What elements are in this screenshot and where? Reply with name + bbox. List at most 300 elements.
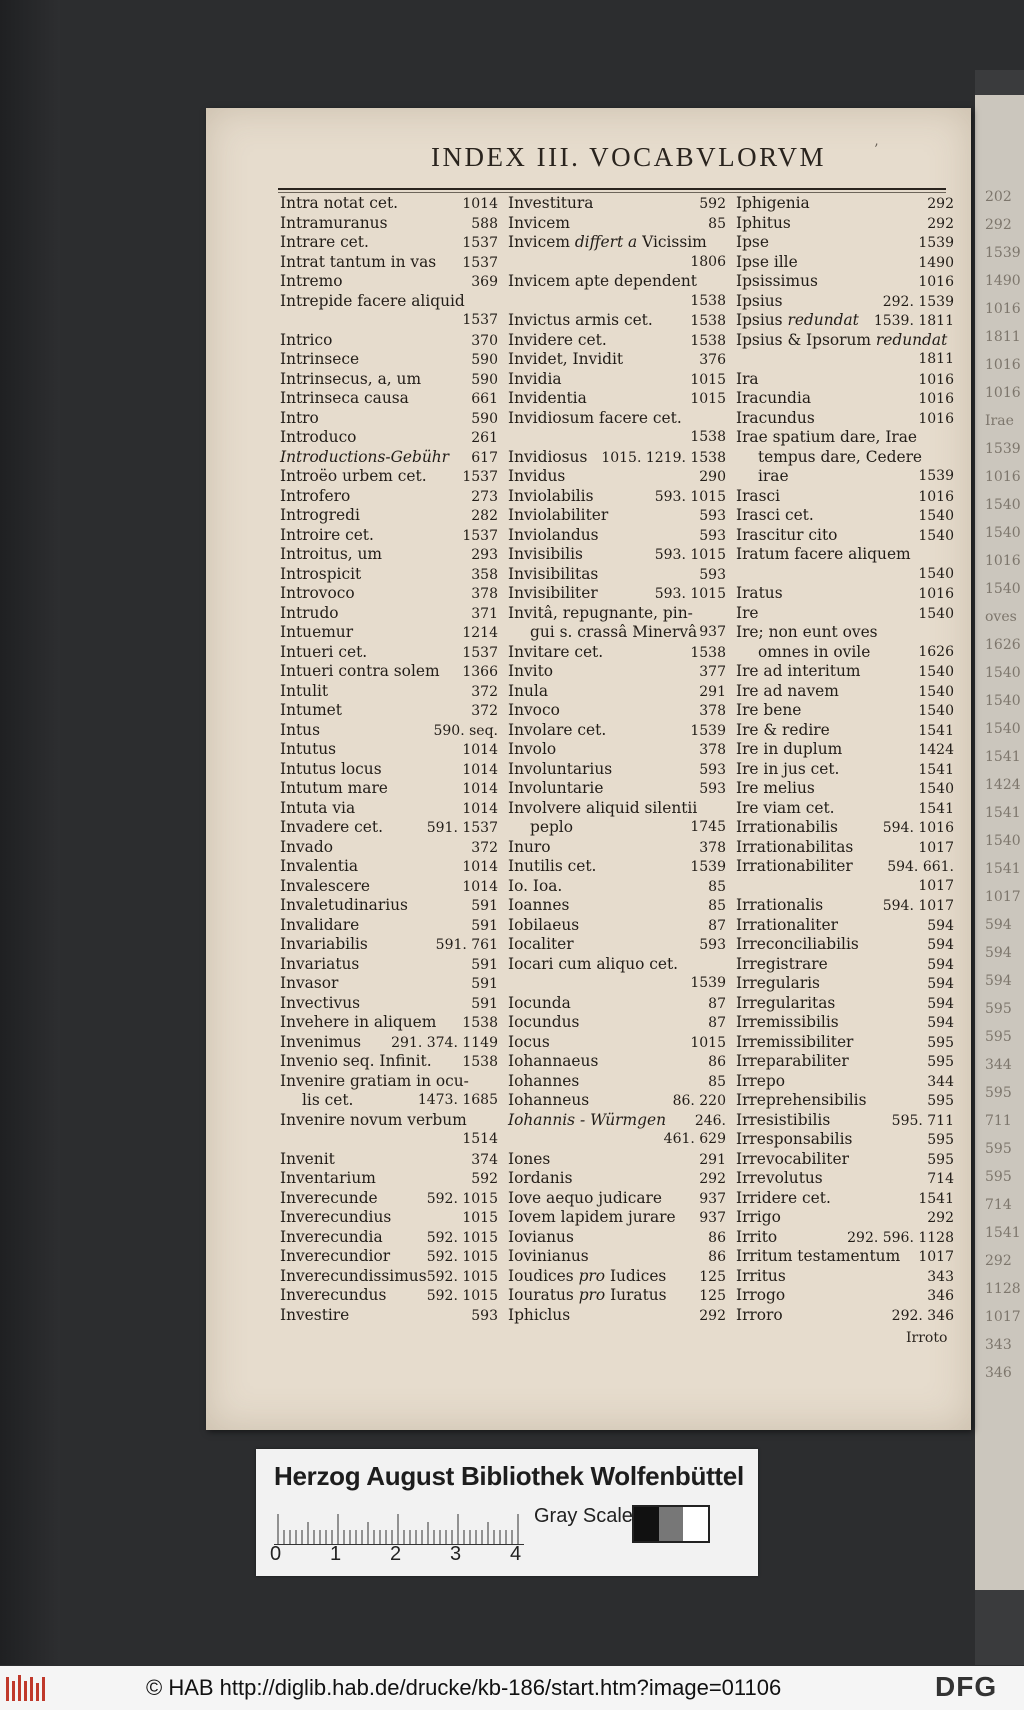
page-reference: 1014 — [462, 742, 498, 758]
viewer-footer — [0, 1666, 1024, 1710]
index-entry — [736, 584, 954, 604]
index-term: Introfero — [280, 486, 351, 505]
page-reference: 1015. 1219. 1538 — [601, 449, 726, 466]
index-term: Iones — [508, 1149, 551, 1168]
index-term: Introspicit — [280, 564, 362, 583]
page-reference: 372 — [471, 839, 498, 856]
index-term: Invitâ, repugnante, pin- — [508, 603, 693, 622]
page-reference: 594 — [927, 917, 954, 934]
index-entry — [736, 1091, 954, 1111]
page-reference: 85 — [708, 215, 726, 232]
gray-scale-label: Gray Scale — [534, 1505, 633, 1527]
index-term: Iobilaeus — [508, 915, 580, 934]
index-entry — [280, 818, 498, 838]
adjacent-page-fragment: 1541 — [985, 805, 1021, 821]
adjacent-page-fragment: 202 — [985, 189, 1012, 205]
index-entry — [736, 448, 954, 468]
dfg-logo: DFG — [935, 1671, 998, 1702]
page-reference: 378 — [471, 586, 498, 602]
page-reference: 1015 — [462, 1210, 498, 1226]
index-entry — [736, 1072, 954, 1092]
index-entry — [280, 662, 498, 682]
index-term: Irreprehensibilis — [736, 1091, 867, 1109]
index-entry — [280, 838, 498, 858]
index-entry-continuation — [508, 253, 726, 273]
index-entry — [280, 1286, 498, 1306]
page-reference: 86 — [708, 1229, 726, 1246]
page-reference: 1015 — [690, 391, 726, 407]
index-term: Irrationalis — [736, 896, 824, 914]
index-term: Inverecunde — [280, 1188, 378, 1207]
index-entry — [736, 623, 954, 643]
index-entry — [508, 643, 726, 663]
page-reference: 291 — [699, 683, 726, 700]
index-entry — [508, 857, 726, 877]
index-term: Irrationaliter — [736, 915, 838, 934]
page-reference: 1540 — [918, 527, 954, 544]
index-entry — [736, 506, 954, 526]
index-entry — [508, 1091, 726, 1111]
page-reference: 592. 1015 — [426, 1268, 498, 1285]
header-mark: ’ — [874, 142, 879, 158]
index-term: Irremissibilis — [736, 1013, 839, 1031]
index-entry — [508, 1013, 726, 1033]
index-term: Invidentia — [508, 389, 587, 407]
index-entry — [508, 1306, 726, 1326]
page-reference: 594 — [927, 976, 954, 992]
index-term: Iohanneus — [508, 1091, 590, 1109]
page-reference: 246. — [694, 1112, 726, 1129]
index-entry — [508, 545, 726, 565]
page-reference: 595 — [927, 1093, 954, 1109]
index-term: Ipsius & Ipsorum redundat — [736, 330, 948, 349]
index-term: Intrinseca causa — [280, 389, 409, 407]
index-term: Iovinianus — [508, 1247, 589, 1265]
index-term: Invalescere — [280, 876, 370, 895]
page-reference: 1540 — [918, 703, 954, 719]
index-entry — [736, 760, 954, 780]
index-entry — [280, 1111, 498, 1131]
library-color-card — [256, 1449, 758, 1576]
index-term: Intuta via — [280, 798, 356, 817]
adjacent-page-fragment: Irae — [985, 413, 1014, 429]
page-reference: 594 — [927, 995, 954, 1012]
index-term: Iocunda — [508, 993, 571, 1012]
index-term: Involuntarius — [508, 759, 613, 778]
index-term: Introductions-Gebühr — [280, 447, 450, 466]
index-entry-continuation — [508, 1130, 726, 1150]
index-entry — [508, 1033, 726, 1053]
adjacent-page-fragment: 1540 — [985, 693, 1021, 709]
header-rule-thin — [278, 192, 946, 193]
index-entry — [280, 389, 498, 409]
adjacent-page-fragment: 1016 — [985, 469, 1021, 485]
adjacent-page-fragment: 346 — [985, 1365, 1012, 1381]
index-entry — [736, 838, 954, 858]
index-term: Iocundus — [508, 1013, 580, 1031]
index-entry — [280, 545, 498, 565]
page-reference: 1490 — [918, 254, 954, 271]
page-reference: 1539 — [690, 975, 726, 991]
index-term: Iracundia — [736, 389, 812, 407]
adjacent-page-fragment: 711 — [985, 1113, 1012, 1129]
index-term: Ire in jus cet. — [736, 759, 840, 778]
index-term: Introgredi — [280, 506, 360, 524]
index-term: Iohannis - Würmgen — [508, 1110, 666, 1129]
page-reference: 593 — [699, 508, 726, 524]
page-reference: 1017 — [918, 1249, 954, 1265]
page-reference: 1016 — [918, 410, 954, 427]
index-entry — [508, 662, 726, 682]
index-term: Inverecundia — [280, 1227, 383, 1246]
index-entry — [280, 994, 498, 1014]
index-term: Irroro — [736, 1305, 783, 1324]
swatch-gray — [659, 1507, 684, 1541]
index-entry — [508, 896, 726, 916]
index-entry — [508, 1247, 726, 1267]
page-reference: 594. 1017 — [882, 898, 954, 914]
index-entry — [736, 643, 954, 663]
index-entry — [736, 1286, 954, 1306]
adjacent-page-fragment: 1541 — [985, 861, 1021, 877]
index-entry — [736, 1169, 954, 1189]
index-entry — [280, 506, 498, 526]
index-term: Irascitur cito — [736, 525, 838, 544]
index-entry — [736, 974, 954, 994]
index-entry — [736, 292, 954, 312]
index-entry-continuation — [508, 292, 726, 312]
page-reference: 591. 761 — [435, 937, 498, 953]
page-reference: 292 — [927, 215, 954, 232]
index-term: Intrare cet. — [280, 233, 369, 251]
page-reference: 1016 — [918, 274, 954, 290]
index-entry — [280, 896, 498, 916]
index-term: Intra notat cet. — [280, 194, 399, 212]
adjacent-page-fragment: 1539 — [985, 441, 1021, 457]
page-reference: 592. 1015 — [426, 1288, 498, 1304]
page-reference: 1539 — [690, 722, 726, 739]
index-term: Invariatus — [280, 954, 360, 973]
index-term: Invasor — [280, 974, 339, 992]
index-term: Ipse ille — [736, 252, 798, 271]
page-reference: 372 — [471, 683, 498, 700]
adjacent-page-fragment: 344 — [985, 1057, 1012, 1073]
index-term: Invicem — [508, 213, 570, 232]
index-term: Invidere cet. — [508, 330, 607, 349]
index-entry — [280, 331, 498, 351]
index-term: Iordanis — [508, 1169, 573, 1187]
page-reference: 594. 1016 — [882, 820, 954, 836]
index-entry — [508, 331, 726, 351]
index-entry — [280, 526, 498, 546]
index-entry — [736, 740, 954, 760]
index-entry — [508, 779, 726, 799]
index-term: Ipse — [736, 233, 769, 251]
index-entry — [508, 467, 726, 487]
page-reference: 358 — [471, 566, 498, 583]
index-term: Irreconciliabilis — [736, 935, 859, 953]
page-reference: 592. 1015 — [426, 1249, 498, 1265]
index-term: Invoco — [508, 701, 560, 719]
index-entry — [508, 487, 726, 507]
adjacent-page-fragment: 1626 — [985, 637, 1021, 653]
page-reference: 292. 346 — [891, 1307, 954, 1324]
index-entry — [736, 526, 954, 546]
index-entry — [280, 857, 498, 877]
index-term: Invehere in aliquem — [280, 1013, 437, 1031]
ruler-ticks — [274, 1504, 524, 1544]
page-reference: 1016 — [918, 586, 954, 602]
adjacent-page-fragment: 1539 — [985, 245, 1021, 261]
page-reference: 1473. 1685 — [417, 1092, 498, 1108]
page-reference: 344 — [927, 1073, 954, 1090]
index-entry — [736, 1013, 954, 1033]
adjacent-page-fragment: 1016 — [985, 357, 1021, 373]
index-entry — [736, 1228, 954, 1248]
adjacent-page-fragment: 1811 — [985, 329, 1021, 345]
index-term: Invenimus — [280, 1032, 362, 1051]
index-term: Inverecundissimus — [280, 1266, 427, 1285]
page-reference: 371 — [471, 605, 498, 622]
index-term: Irridere cet. — [736, 1188, 831, 1207]
index-term: Invenit — [280, 1149, 335, 1168]
index-term: Iratum facere aliquem — [736, 545, 911, 563]
page-reference: 1538 — [690, 429, 726, 445]
page-reference: 1540 — [918, 508, 954, 524]
page-reference: 592 — [699, 196, 726, 212]
page-reference: 937 — [699, 1190, 726, 1207]
index-entry — [280, 1189, 498, 1209]
index-term: Intrudo — [280, 603, 339, 622]
index-term: Ipsius redundat — [736, 311, 859, 329]
adjacent-page-edge — [975, 95, 1024, 1590]
index-term: Iphiclus — [508, 1305, 571, 1324]
page-reference: 1017 — [918, 877, 954, 894]
index-term: Ioannes — [508, 896, 570, 914]
page-reference: 292. 596. 1128 — [847, 1229, 954, 1246]
index-term: Irrationabiliter — [736, 857, 853, 875]
library-name: Herzog August Bibliothek Wolfenbüttel — [274, 1461, 744, 1491]
index-entry — [280, 1306, 498, 1326]
adjacent-page-fragment: 595 — [985, 1085, 1012, 1101]
index-entry — [736, 428, 954, 448]
page-reference: 590 — [471, 352, 498, 368]
index-term: Irrogo — [736, 1286, 786, 1304]
index-entry — [280, 604, 498, 624]
page-reference: 591 — [471, 956, 498, 973]
page-reference: 378 — [699, 703, 726, 719]
page-reference: 593. 1015 — [654, 586, 726, 602]
index-entry-continuation — [280, 311, 498, 331]
index-term: Iove aequo judicare — [508, 1188, 662, 1207]
adjacent-page-fragment: 1424 — [985, 777, 1021, 793]
index-term: Irrepo — [736, 1071, 786, 1090]
index-entry — [508, 370, 726, 390]
index-term: Irrevolutus — [736, 1169, 823, 1187]
page-reference: 593 — [471, 1307, 498, 1324]
index-term: Intus — [280, 720, 320, 739]
index-entry — [736, 994, 954, 1014]
index-entry — [508, 916, 726, 936]
index-term: Invadere cet. — [280, 818, 383, 836]
index-term: Irreparabiliter — [736, 1052, 849, 1070]
page-reference: 1537 — [462, 527, 498, 544]
page-reference: 291. 374. 1149 — [391, 1034, 498, 1051]
page-reference: 1745 — [690, 819, 726, 835]
index-entry — [736, 916, 954, 936]
adjacent-page-fragment: 1490 — [985, 273, 1021, 289]
page-reference: 1014 — [462, 196, 498, 212]
index-entry-continuation — [736, 565, 954, 585]
page-reference: 85 — [708, 898, 726, 914]
index-entry — [508, 799, 726, 819]
index-term: Ire melius — [736, 779, 815, 797]
index-entry — [280, 194, 498, 214]
page-reference: 595 — [927, 1151, 954, 1168]
index-entry — [280, 370, 498, 390]
adjacent-page-fragment: 1540 — [985, 721, 1021, 737]
index-entry — [508, 1111, 726, 1131]
page-reference: 594 — [927, 1015, 954, 1031]
index-entry — [736, 487, 954, 507]
index-term: Invenio seq. Infinit. — [280, 1052, 432, 1070]
index-term: Invitare cet. — [508, 642, 604, 661]
index-entry — [508, 389, 726, 409]
adjacent-page-fragment: 1540 — [985, 833, 1021, 849]
page-reference: 378 — [699, 839, 726, 856]
page-reference: 1214 — [462, 625, 498, 641]
page-reference: 1366 — [462, 664, 498, 680]
page-reference: 273 — [471, 488, 498, 505]
index-term: Ipsissimus — [736, 272, 818, 290]
page-reference: 369 — [471, 274, 498, 290]
index-column-2 — [508, 194, 726, 1325]
index-term: Intro — [280, 408, 319, 427]
index-term: Ire in duplum — [736, 740, 843, 758]
page-reference: 87 — [708, 1015, 726, 1031]
copyright-link[interactable]: © HAB http://diglib.hab.de/drucke/kb-186/start.htm?image=01106 — [146, 1675, 782, 1700]
page-reference: 1540 — [918, 605, 954, 622]
index-entry — [280, 916, 498, 936]
page-reference: 292. 1539 — [882, 293, 954, 310]
index-entry — [280, 253, 498, 273]
index-term: Investire — [280, 1305, 350, 1324]
page-reference: 1424 — [918, 742, 954, 758]
page-reference: 87 — [708, 917, 726, 934]
index-term: Ire viam cet. — [736, 798, 835, 817]
index-entry — [736, 1130, 954, 1150]
page-reference: 1538 — [462, 1054, 498, 1070]
index-entry — [508, 311, 726, 331]
index-term: Ipsius — [736, 291, 783, 310]
index-entry — [736, 1247, 954, 1267]
index-entry — [280, 935, 498, 955]
index-term: Invidia — [508, 369, 562, 388]
adjacent-page-fragment: 292 — [985, 217, 1012, 233]
index-entry — [280, 1052, 498, 1072]
index-term: gui s. crassâ Minervâ — [530, 623, 698, 641]
index-entry — [508, 1169, 726, 1189]
index-entry — [280, 1228, 498, 1248]
adjacent-page-fragment: 1017 — [985, 889, 1021, 905]
index-term: Iphitus — [736, 213, 791, 232]
index-entry — [736, 1208, 954, 1228]
page-reference: 591 — [471, 995, 498, 1012]
page-reference: 461. 629 — [663, 1131, 726, 1147]
index-term: Involo — [508, 740, 557, 758]
index-term: Introitus, um — [280, 545, 383, 563]
page-reference: 1538 — [690, 644, 726, 661]
index-entry — [508, 448, 726, 468]
index-term: Invisibiliter — [508, 584, 598, 602]
index-column-3 — [736, 194, 954, 1325]
index-term: Intrinsece — [280, 350, 360, 368]
index-entry — [508, 233, 726, 253]
index-entry — [736, 1189, 954, 1209]
adjacent-page-fragment: 595 — [985, 1001, 1012, 1017]
page-reference: 125 — [699, 1288, 726, 1304]
adjacent-page-fragment: 1016 — [985, 385, 1021, 401]
page-reference: 1541 — [918, 761, 954, 778]
page-reference: 292 — [927, 1210, 954, 1226]
page-reference: 1539 — [918, 468, 954, 484]
page-reference: 85 — [708, 1073, 726, 1090]
page-reference: 86. 220 — [672, 1093, 726, 1109]
index-term: Intutum mare — [280, 779, 388, 797]
index-term: Invisibilitas — [508, 564, 599, 583]
page-reference: 261 — [471, 430, 498, 446]
index-entry — [508, 955, 726, 975]
index-entry — [280, 643, 498, 663]
index-term: Investitura — [508, 194, 594, 212]
index-term: Iphigenia — [736, 194, 810, 212]
index-term: Involare cet. — [508, 720, 607, 739]
gray-scale-swatch — [632, 1505, 710, 1543]
index-term: Irritus — [736, 1266, 786, 1285]
index-term: Inventarium — [280, 1169, 376, 1187]
page-reference: 85 — [708, 878, 726, 895]
index-term: Intrat tantum in vas — [280, 252, 437, 271]
index-term: Introire cet. — [280, 525, 374, 544]
index-term: Irrito — [736, 1227, 778, 1246]
page-reference: 593 — [699, 781, 726, 797]
index-entry — [508, 584, 726, 604]
index-term: Ire ad navem — [736, 681, 839, 700]
index-entry — [508, 604, 726, 624]
page-reference: 370 — [471, 332, 498, 349]
index-term: Irrationabilitas — [736, 837, 854, 856]
index-term: Iovianus — [508, 1227, 574, 1246]
index-term: Irritum testamentum — [736, 1247, 901, 1265]
index-entry — [280, 487, 498, 507]
page-reference: 1539. 1811 — [873, 313, 954, 329]
index-term: Invalentia — [280, 857, 359, 875]
page-reference: 714 — [927, 1171, 954, 1187]
index-term: Inviolandus — [508, 525, 599, 544]
index-entry — [736, 467, 954, 487]
index-term: Irremissibiliter — [736, 1032, 854, 1051]
index-entry — [508, 838, 726, 858]
index-entry — [736, 194, 954, 214]
index-term: Irrationabilis — [736, 818, 838, 836]
index-term: Inverecundior — [280, 1247, 391, 1265]
index-entry — [736, 311, 954, 331]
index-term: omnes in ovile — [758, 642, 871, 661]
index-entry — [736, 701, 954, 721]
index-entry — [280, 721, 498, 741]
index-term: Iracundus — [736, 408, 815, 427]
page-reference: 593 — [699, 761, 726, 778]
